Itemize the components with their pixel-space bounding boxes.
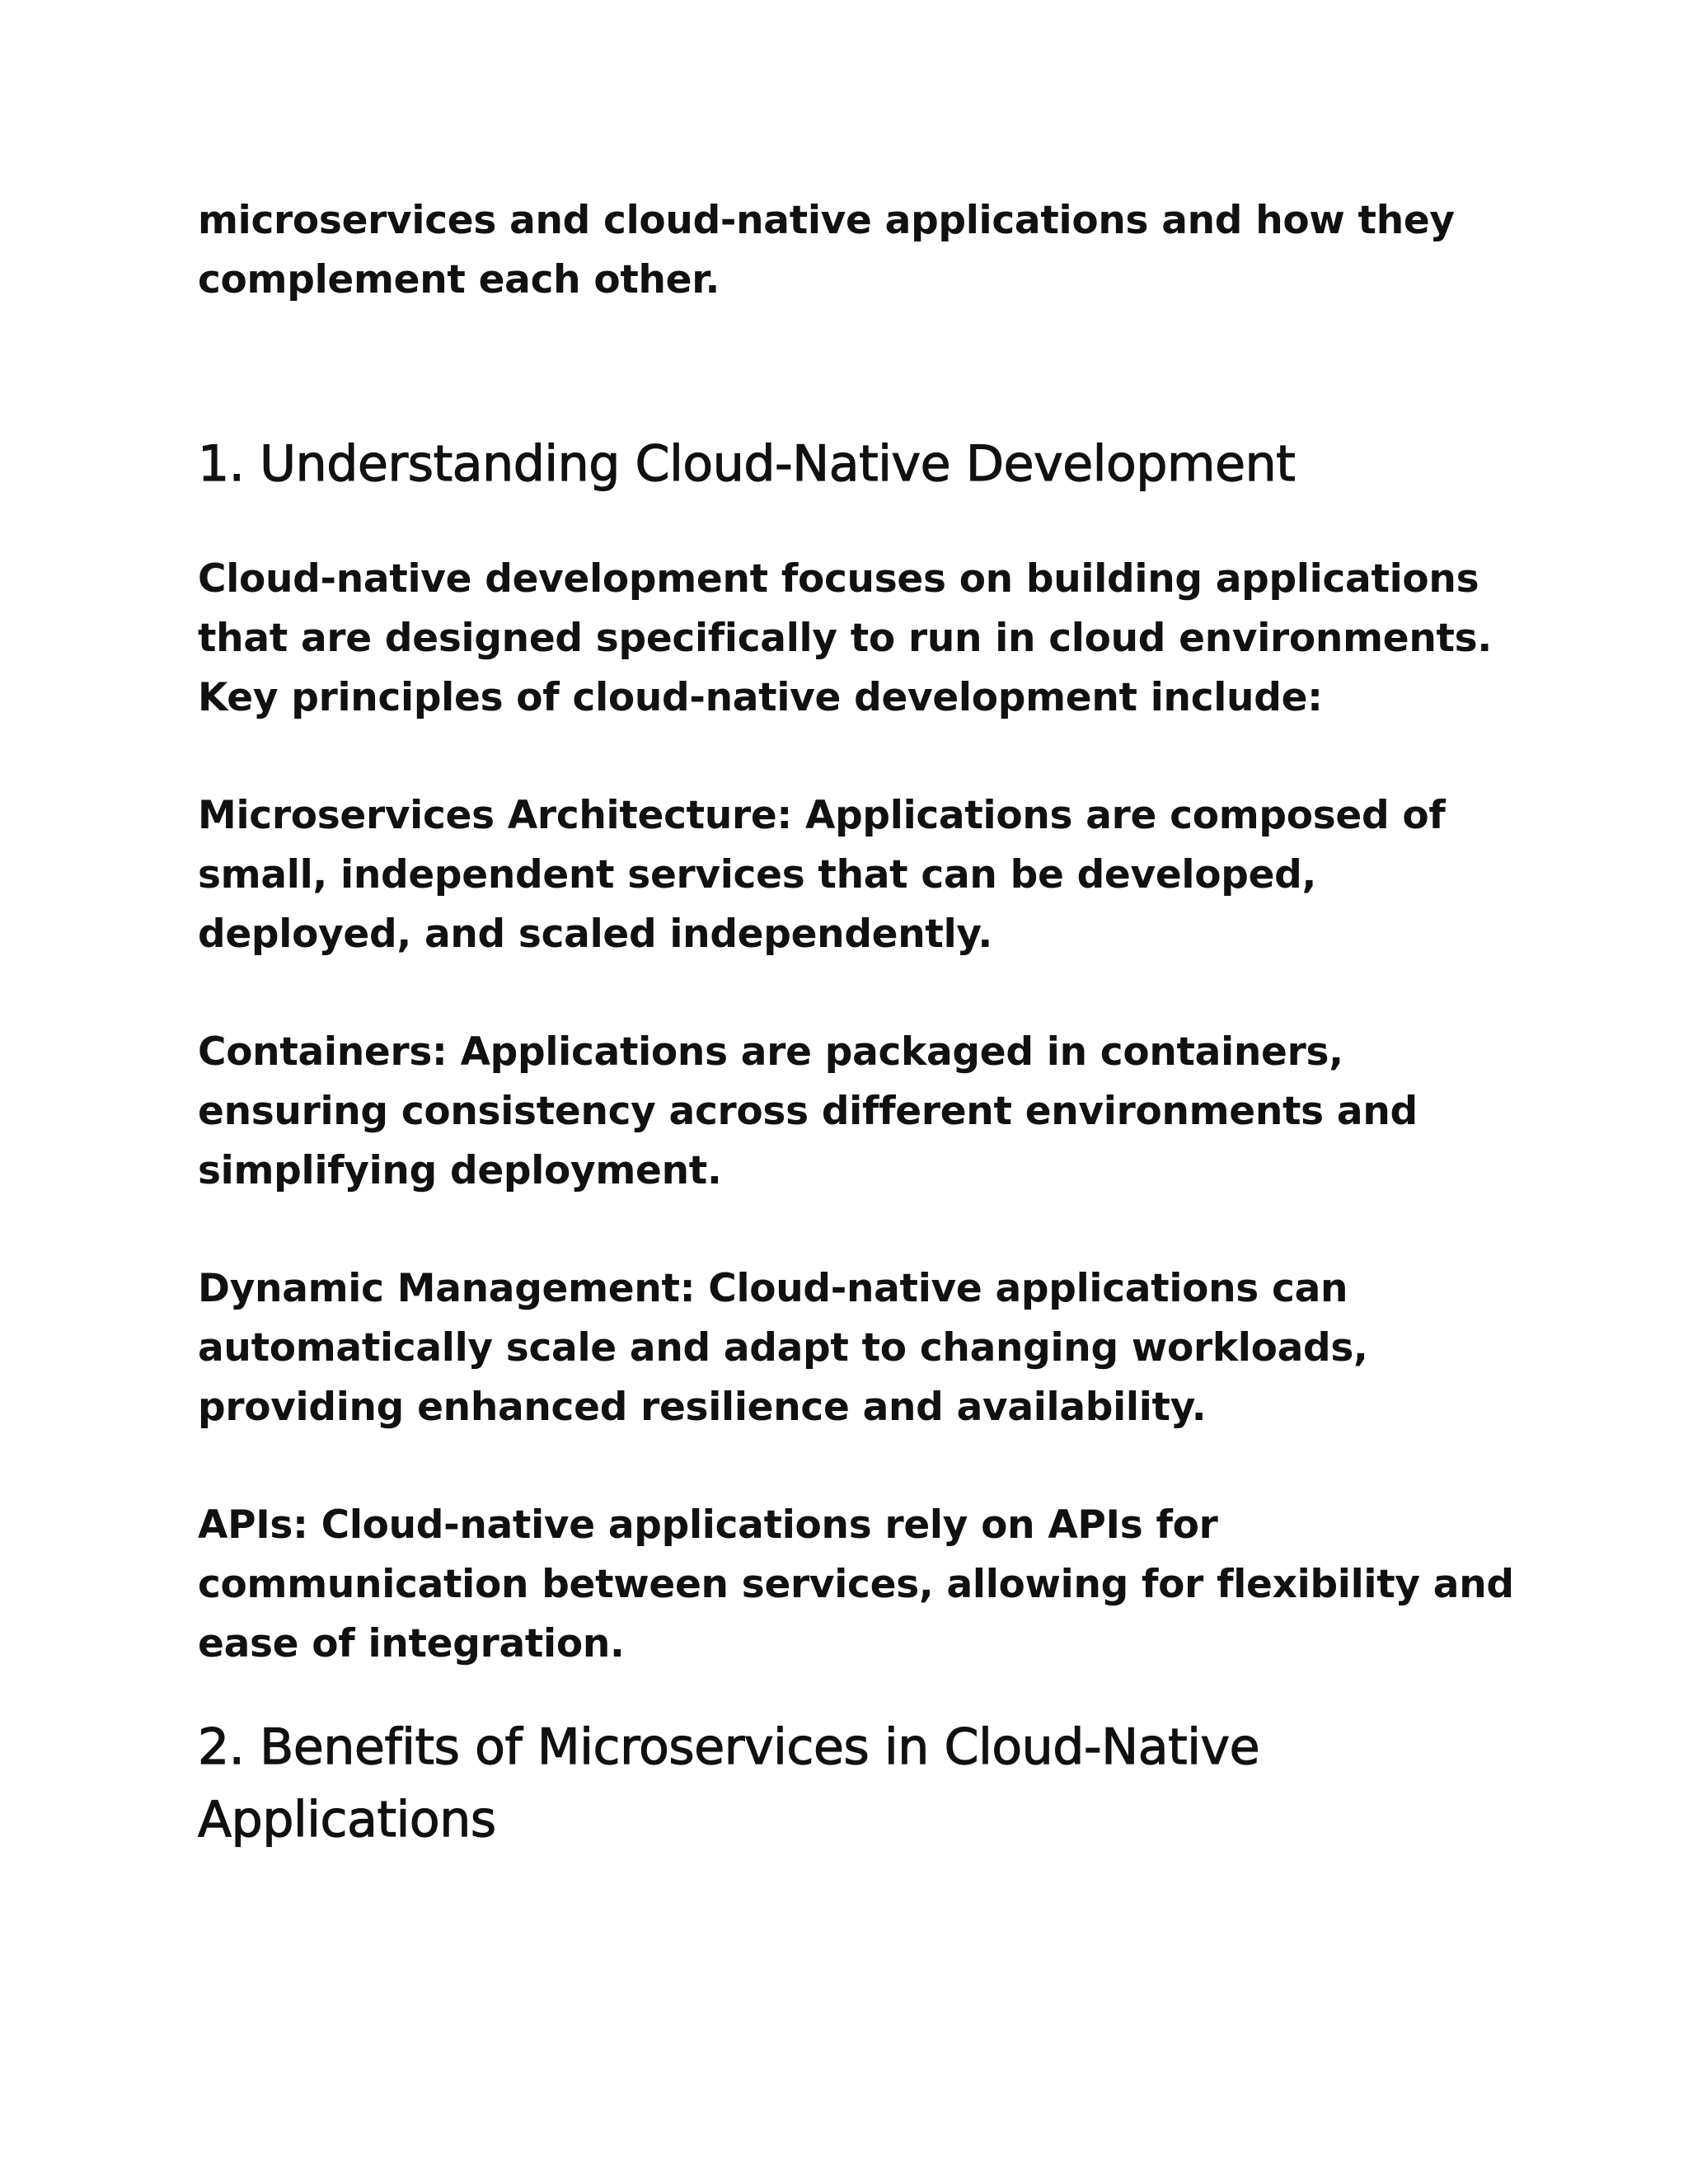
principle-line: Dynamic Management: Cloud-native applications can <box>198 1266 1348 1311</box>
section1-intro-line: Key principles of cloud-native development include: <box>198 675 1323 720</box>
principle-containers-paragraph <box>198 1023 1517 1201</box>
section1-intro-line: that are designed specifically to run in cloud environments. <box>198 616 1492 661</box>
document-page <box>198 191 1517 1856</box>
principle-line: simplifying deployment. <box>198 1148 722 1193</box>
principle-apis-paragraph <box>198 1496 1517 1674</box>
section1-heading <box>198 428 1517 500</box>
section2-heading-line: 2. Benefits of Microservices in Cloud-Native <box>198 1718 1260 1776</box>
principle-line: ensuring consistency across different environments and <box>198 1089 1418 1134</box>
section1-intro-line: Cloud-native development focuses on building applications <box>198 556 1479 602</box>
section2-heading <box>198 1711 1517 1856</box>
principle-microservices-paragraph <box>198 786 1517 964</box>
principle-line: small, independent services that can be developed, <box>198 852 1317 898</box>
section1-heading-text: 1. Understanding Cloud-Native Development <box>198 435 1296 493</box>
intro-line: complement each other. <box>198 257 720 302</box>
section1-intro-paragraph <box>198 550 1517 728</box>
principle-line: automatically scale and adapt to changing workloads, <box>198 1325 1368 1371</box>
principle-line: APIs: Cloud-native applications rely on APIs for <box>198 1502 1218 1548</box>
principle-line: Microservices Architecture: Applications are composed of <box>198 793 1446 838</box>
principle-line: deployed, and scaled independently. <box>198 912 992 957</box>
principle-line: Containers: Applications are packaged in containers, <box>198 1029 1343 1075</box>
principle-line: providing enhanced resilience and availability. <box>198 1385 1207 1430</box>
principle-line: communication between services, allowing for flexibility and <box>198 1562 1514 1607</box>
principle-dynamic-management-paragraph <box>198 1259 1517 1437</box>
principle-line: ease of integration. <box>198 1621 625 1666</box>
intro-line: microservices and cloud-native applications and how they <box>198 198 1455 243</box>
section2-heading-line: Applications <box>198 1791 496 1849</box>
intro-paragraph <box>198 191 1517 310</box>
